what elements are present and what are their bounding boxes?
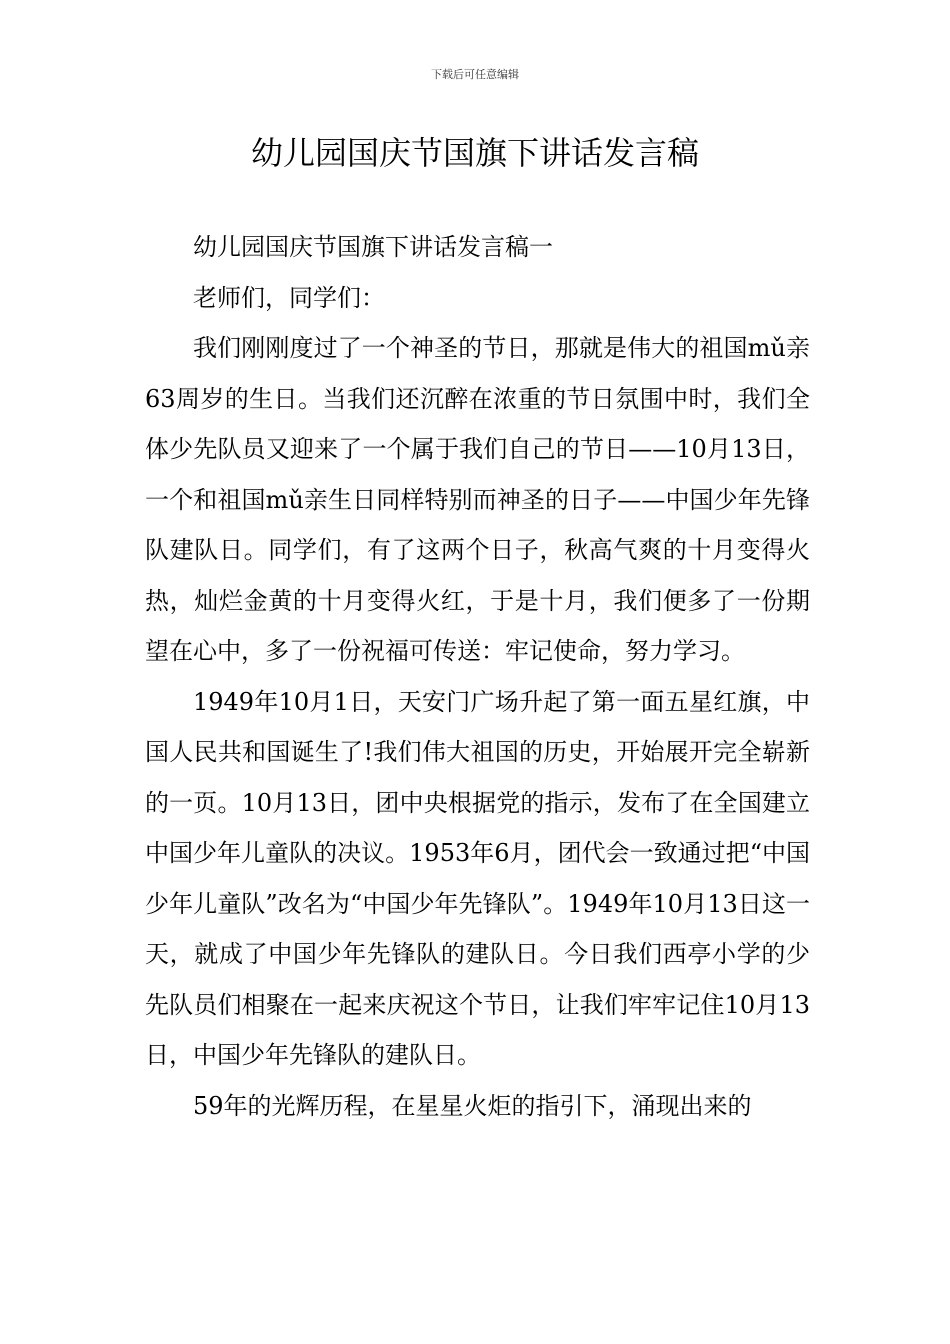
document-body [145, 222, 810, 1131]
paragraph-greeting: 老师们，同学们： [193, 283, 385, 312]
paragraph-body-2: 1949年10月1日，天安门广场升起了第一面五星红旗，中国人民共和国诞生了!我们伟大祖国的历史，开始展开完全崭新的一页。10月13日，团中央根据党的指示，发布了在全国建立中国少年儿童队的决议。1953年6月，团代会一致通过把“中国少年儿童队”改名为“中国少年先锋队”。1949年10月13日这一天，就成了中国少年先锋队的建队日。今日我们西亭小学的少先队员们相聚在一起来庆祝这个节日，让我们牢牢记住10月13日，中国少年先锋队的建队日。 [145, 687, 810, 1069]
document-title: 幼儿园国庆节国旗下讲话发言稿 [250, 134, 699, 172]
paragraph-subtitle: 幼儿园国庆节国旗下讲话发言稿一 [193, 233, 553, 261]
paragraph-body-1: 我们刚刚度过了一个神圣的节日，那就是伟大的祖国mǔ亲63周岁的生日。当我们还沉醉在浓重的节日氛围中时，我们全体少先队员又迎来了一个属于我们自己的节日——10月13日，一个和祖国mǔ亲生日同样特别而神圣的日子——中国少年先锋队建队日。同学们，有了这两个日子，秋高气爽的十月变得火热，灿烂金黄的十月变得火红，于是十月，我们便多了一份期望在心中，多了一份祝福可传送：牢记使命，努力学习。 [145, 334, 810, 665]
header-note: 下载后可任意编辑 [431, 68, 519, 81]
paragraph-body-3: 59年的光辉历程，在星星火炬的指引下，涌现出来的 [193, 1091, 752, 1120]
